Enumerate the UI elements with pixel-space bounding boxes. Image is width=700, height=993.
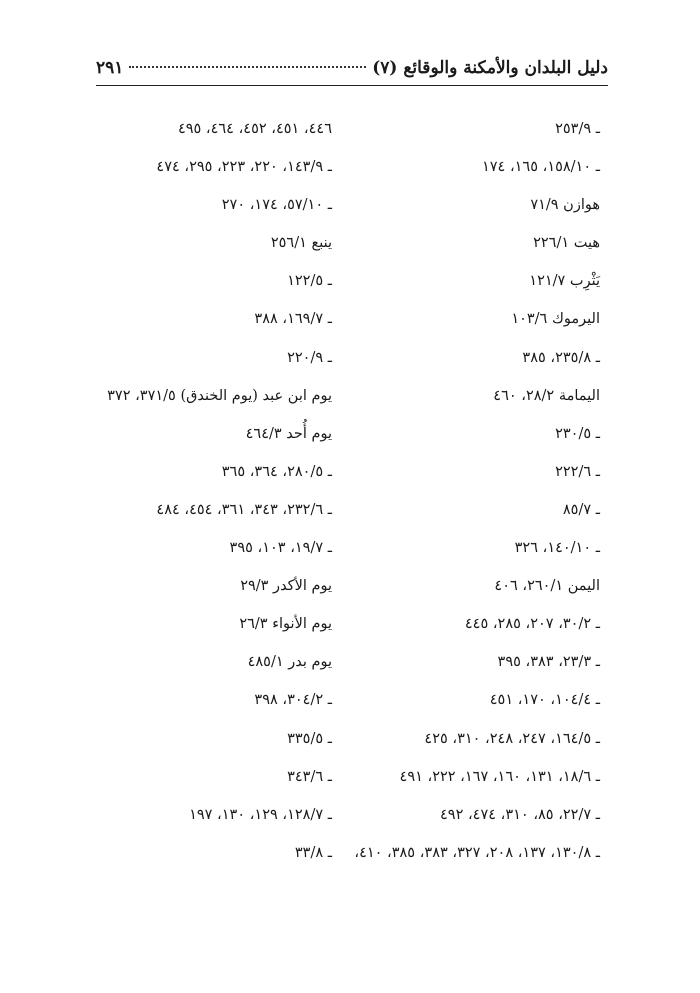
index-entry: يوم ابن عبد (يوم الخندق) ٣٧١/٥، ٣٧٢ <box>107 387 332 404</box>
index-entry: ـ ١٥٨/١٠، ١٦٥، ١٧٤ <box>481 159 600 176</box>
index-entry: ـ ٨٥/٧ <box>562 501 600 518</box>
index-entry: يوم الأكدر ٢٩/٣ <box>240 578 332 595</box>
index-entry: ـ ٢٣/٣، ٣٨٣، ٣٩٥ <box>497 654 600 671</box>
index-entry: ـ ٢٣٠/٥ <box>555 425 600 442</box>
index-entry: ـ ٢٥٣/٩ <box>555 121 600 137</box>
index-entry: ـ ١٢٨/٧، ١٢٩، ١٣٠، ١٩٧ <box>189 806 332 823</box>
index-entry: ـ ٣٣/٨ <box>294 844 332 861</box>
index-entry: ـ ١٦٤/٥، ٢٤٧، ٢٤٨، ٣١٠، ٤٢٥ <box>424 730 600 747</box>
index-entry: ـ ١٩/٧، ١٠٣، ٣٩٥ <box>229 540 332 557</box>
index-entry: ينبع ٢٥٦/١ <box>270 235 332 252</box>
page-number: ٢٩١ <box>96 58 124 78</box>
index-entry: ـ ٢٨٠/٥، ٣٦٤، ٣٦٥ <box>221 463 332 480</box>
index-entry: ـ ٣٠/٢، ٢٠٧، ٢٨٥، ٤٤٥ <box>464 616 600 633</box>
index-entry: ـ ٥٧/١٠، ١٧٤، ٢٧٠ <box>221 197 332 214</box>
index-entry: يوم الأنواء ٢٦/٣ <box>239 616 332 633</box>
index-entry: ـ ٣٠٤/٢، ٣٩٨ <box>254 692 332 709</box>
index-entry: ـ ٣٣٥/٥ <box>287 730 332 747</box>
index-entry: ـ ١٦٩/٧، ٣٨٨ <box>254 311 332 328</box>
running-header <box>96 58 608 88</box>
index-column-right <box>354 110 600 872</box>
index-entry: ـ ٢٢٢/٦ <box>555 463 600 480</box>
leader-dots <box>129 66 366 68</box>
index-entry: ـ ١٤٣/٩، ٢٢٠، ٢٢٣، ٢٩٥، ٤٧٤ <box>156 159 332 176</box>
index-entry: اليرموك ١٠٣/٦ <box>511 311 600 328</box>
index-entry: يَثْرِب ١٢١/٧ <box>529 273 600 290</box>
index-entry: يوم أُحد ٤٦٤/٣ <box>245 425 332 442</box>
index-entry: ـ ٢٢/٧، ٨٥، ٣١٠، ٤٧٤، ٤٩٢ <box>440 806 600 823</box>
index-entry: ـ ١٠٤/٤، ١٧٠، ٤٥١ <box>489 692 600 709</box>
index-entry: ٤٤٦، ٤٥١، ٤٥٢، ٤٦٤، ٤٩٥ <box>177 121 332 137</box>
index-entry: ـ ١٤٠/١٠، ٣٢٦ <box>514 540 600 557</box>
index-entry: اليمامة ٢٨/٢، ٤٦٠ <box>493 387 600 404</box>
index-entry: اليمن ٢٦٠/١، ٤٠٦ <box>494 578 600 595</box>
index-entry: هيت ٢٢٦/١ <box>533 235 600 252</box>
index-entry: ـ ٢٣٢/٦، ٣٤٣، ٣٦١، ٤٥٤، ٤٨٤ <box>156 501 332 518</box>
header-title: دليل البلدان والأمكنة والوقائع (٧) <box>372 58 608 78</box>
index-column-left <box>92 110 332 872</box>
index-entry: ـ ٣٤٣/٦ <box>287 768 332 785</box>
index-entry: ـ ١٨/٦، ١٣١، ١٦٠، ١٦٧، ٢٢٢، ٤٩١ <box>399 768 600 785</box>
index-entry: ـ ١٢٢/٥ <box>287 273 332 290</box>
index-entry: هوازن ٧١/٩ <box>530 197 600 214</box>
index-entry: ـ ٢٢٠/٩ <box>287 349 332 366</box>
header-rule <box>96 85 608 86</box>
index-entry: ـ ١٣٠/٨، ١٣٧، ٢٠٨، ٣٢٧، ٣٨٣، ٣٨٥، ٤١٠، <box>354 844 600 861</box>
index-entry: ـ ٢٣٥/٨، ٣٨٥ <box>522 349 600 366</box>
index-entry: يوم بدر ٤٨٥/١ <box>247 654 332 671</box>
